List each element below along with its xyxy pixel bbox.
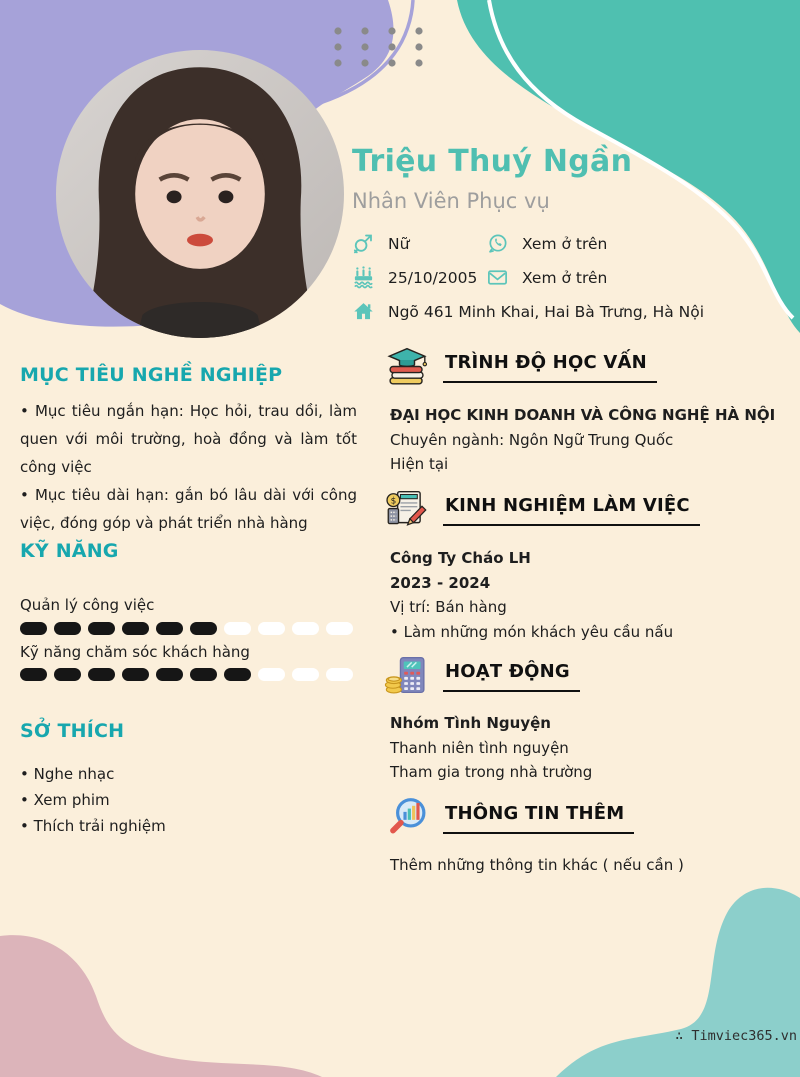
section-title-activities: HOẠT ĐỘNG bbox=[443, 653, 580, 692]
section-header-activities bbox=[384, 653, 580, 698]
objective-paragraph: • Mục tiêu ngắn hạn: Học hỏi, trau dồi, làm quen với môi trường, hoà đồng và làm tốt công việc bbox=[20, 402, 357, 476]
activity-scope: Tham gia trong nhà trường bbox=[390, 763, 593, 781]
skill-pill bbox=[190, 622, 217, 635]
education-icon bbox=[384, 344, 430, 389]
skill-pill bbox=[292, 668, 319, 681]
hobby-item: • Nghe nhạc bbox=[20, 765, 115, 783]
whatsapp-icon bbox=[486, 232, 509, 255]
experience-duty: • Làm những món khách yêu cầu nấu bbox=[390, 622, 674, 641]
skill-pill bbox=[258, 622, 285, 635]
contact-phone-value: Xem ở trên bbox=[522, 234, 608, 253]
activity-group: Nhóm Tình Nguyện bbox=[390, 714, 551, 732]
objective-paragraph: • Mục tiêu dài hạn: gắn bó lâu dài với công việc, đóng góp và phát triển nhà hàng bbox=[20, 486, 357, 532]
section-title-education: TRÌNH ĐỘ HỌC VẤN bbox=[443, 344, 657, 383]
skill-pill bbox=[20, 622, 47, 635]
section-title-skills: KỸ NĂNG bbox=[20, 540, 119, 562]
skill-pill bbox=[156, 622, 183, 635]
home-icon bbox=[352, 300, 375, 323]
contact-birthday-value: 25/10/2005 bbox=[388, 268, 478, 287]
hobby-list bbox=[20, 761, 166, 839]
skill-pill bbox=[224, 622, 251, 635]
skill-pill bbox=[258, 668, 285, 681]
contact-birthday bbox=[352, 266, 477, 289]
contact-email-value: Xem ở trên bbox=[522, 268, 608, 287]
education-major: Chuyên ngành: Ngôn Ngữ Trung Quốc bbox=[390, 430, 674, 449]
skill-pill bbox=[54, 668, 81, 681]
experience-icon bbox=[384, 487, 430, 532]
section-header-experience bbox=[384, 487, 700, 532]
watermark: ∴ Timviec365.vn bbox=[675, 1028, 797, 1044]
activities-details bbox=[390, 711, 592, 785]
experience-details bbox=[390, 546, 673, 644]
job-title: Nhân Viên Phục vụ bbox=[352, 189, 550, 213]
skill-label: Kỹ năng chăm sóc khách hàng bbox=[20, 643, 250, 661]
skill-pill bbox=[122, 668, 149, 681]
skill-pill bbox=[224, 668, 251, 681]
pink-blob-bottom-left bbox=[0, 935, 322, 1077]
objective-text bbox=[20, 397, 357, 537]
skill-pill bbox=[20, 668, 47, 681]
activity-role: Thanh niên tình nguyện bbox=[390, 738, 569, 757]
hobby-item: • Xem phim bbox=[20, 791, 110, 809]
contact-email bbox=[486, 266, 607, 289]
skill-label: Quản lý công việc bbox=[20, 596, 155, 614]
svg-text:$: $ bbox=[390, 496, 397, 507]
hobby-item: • Thích trải nghiệm bbox=[20, 817, 166, 835]
section-title-experience: KINH NGHIỆM LÀM VIỆC bbox=[443, 487, 700, 526]
contact-address bbox=[352, 300, 704, 323]
experience-period: 2023 - 2024 bbox=[390, 573, 491, 592]
skill-level-bar bbox=[20, 668, 353, 681]
person-name: Triệu Thuý Ngần bbox=[352, 144, 633, 179]
skill-pill bbox=[88, 668, 115, 681]
contact-address-value: Ngõ 461 Minh Khai, Hai Bà Trưng, Hà Nội bbox=[388, 302, 705, 321]
skill-pill bbox=[326, 622, 353, 635]
teal-blob-bottom-right bbox=[556, 888, 800, 1077]
skill-pill bbox=[122, 622, 149, 635]
additional-details bbox=[390, 853, 684, 878]
education-details bbox=[390, 403, 775, 477]
education-school: ĐẠI HỌC KINH DOANH VÀ CÔNG NGHỆ HÀ NỘI bbox=[390, 406, 776, 424]
info-search-icon bbox=[384, 795, 430, 840]
skill-level-bar bbox=[20, 622, 353, 635]
contact-gender bbox=[352, 232, 409, 255]
education-period: Hiện tại bbox=[390, 455, 449, 473]
additional-note: Thêm những thông tin khác ( nếu cần ) bbox=[390, 856, 684, 874]
profile-photo bbox=[56, 50, 344, 338]
gender-icon bbox=[352, 232, 375, 255]
skill-pill bbox=[156, 668, 183, 681]
section-title-additional: THÔNG TIN THÊM bbox=[443, 795, 634, 834]
skill-pill bbox=[54, 622, 81, 635]
envelope-icon bbox=[486, 266, 509, 289]
experience-company: Công Ty Cháo LH bbox=[390, 549, 531, 567]
section-header-additional bbox=[384, 795, 634, 840]
activities-icon bbox=[384, 653, 430, 698]
skill-pill bbox=[190, 668, 217, 681]
skill-pill bbox=[292, 622, 319, 635]
skill-pill bbox=[88, 622, 115, 635]
contact-phone bbox=[486, 232, 607, 255]
experience-position: Vị trí: Bán hàng bbox=[390, 598, 507, 616]
contact-gender-value: Nữ bbox=[388, 234, 410, 253]
skill-pill bbox=[326, 668, 353, 681]
section-title-objective: MỤC TIÊU NGHỀ NGHIỆP bbox=[20, 364, 283, 386]
birthday-cake-icon bbox=[352, 266, 375, 289]
section-title-hobbies: SỞ THÍCH bbox=[20, 720, 125, 742]
section-header-education bbox=[384, 344, 657, 389]
